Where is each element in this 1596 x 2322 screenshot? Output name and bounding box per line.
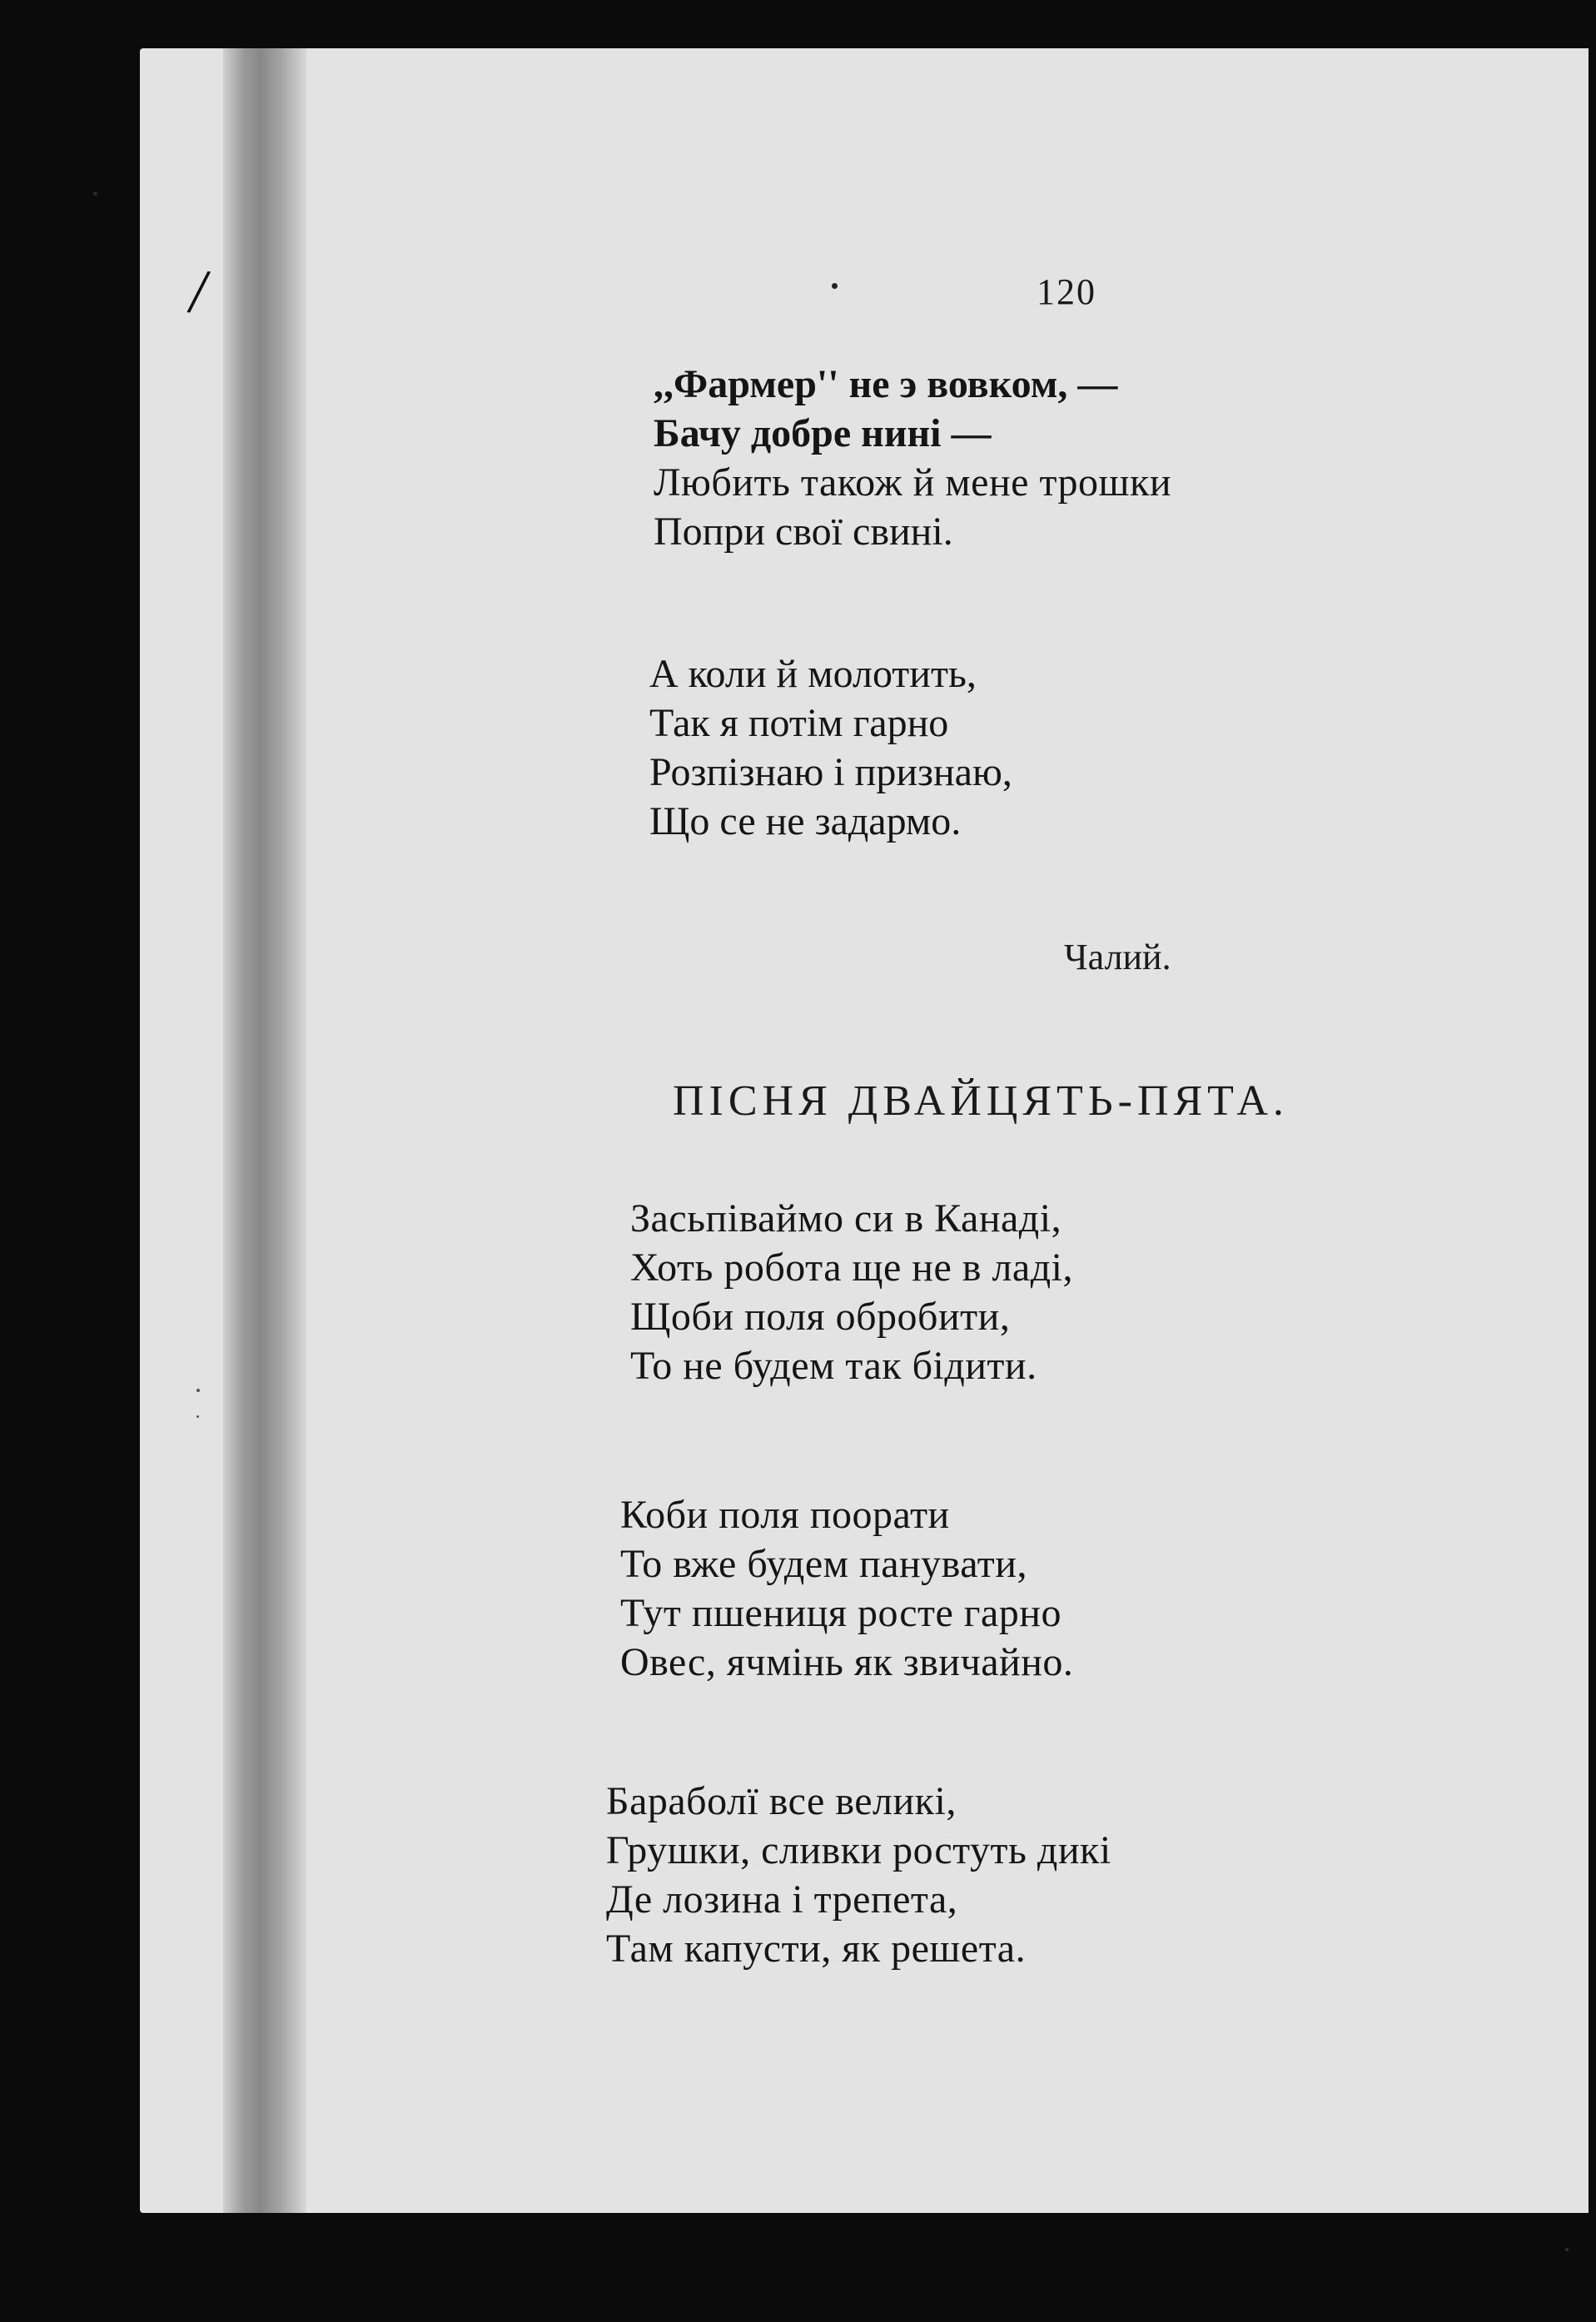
verse-line: ,,Фармер'' не э вовком, — bbox=[654, 362, 1118, 406]
stanza bbox=[620, 1490, 1073, 1687]
print-dot bbox=[832, 283, 838, 289]
book-spine-shadow bbox=[223, 48, 306, 2213]
author-signature: Чалий. bbox=[1064, 937, 1171, 977]
verse-line: Щоби поля обробити, bbox=[630, 1295, 1011, 1339]
stanza bbox=[654, 360, 1171, 556]
verse-line: Тут пшениця росте гарно bbox=[620, 1591, 1062, 1635]
verse-line: Бараболї все великі, bbox=[606, 1779, 957, 1823]
scan-speck bbox=[1565, 2248, 1569, 2251]
verse-line: То вже будем панувати, bbox=[620, 1542, 1027, 1586]
scan-speck bbox=[93, 191, 97, 196]
verse-line: Любить також й мене трошки bbox=[654, 460, 1171, 505]
verse-line: Що се не задармо. bbox=[649, 799, 962, 843]
verse-line: Де лозина і трепета, bbox=[606, 1877, 958, 1922]
margin-handwritten-mark: / bbox=[185, 253, 213, 329]
verse-line: Грушки, сливки ростуть дикі bbox=[606, 1828, 1111, 1872]
section-title: ПІСНЯ ДВАЙЦЯТЬ-ПЯТА. bbox=[673, 1077, 1289, 1125]
page-number: 120 bbox=[1037, 271, 1096, 312]
stanza bbox=[649, 649, 1012, 846]
verse-line: Розпізнаю і признаю, bbox=[649, 750, 1012, 794]
verse-line: Хоть робота ще не в ладі, bbox=[630, 1246, 1073, 1290]
verse-line: Там капусти, як решета. bbox=[606, 1927, 1027, 1971]
verse-line: Засьпіваймо си в Канаді, bbox=[630, 1196, 1062, 1241]
verse-line: Попри свої свині. bbox=[654, 510, 953, 554]
stanza bbox=[606, 1777, 1111, 1973]
verse-line: Бачу добре нині — bbox=[654, 411, 992, 455]
scan-speck bbox=[196, 1415, 199, 1418]
verse-line: Так я потім гарно bbox=[649, 701, 949, 745]
verse-line: Овес, ячмінь як звичайно. bbox=[620, 1640, 1074, 1684]
scan-speck bbox=[196, 1389, 200, 1392]
verse-line: Коби поля поорати bbox=[620, 1493, 950, 1537]
verse-line: То не будем так бідити. bbox=[630, 1344, 1037, 1388]
stanza bbox=[630, 1194, 1073, 1390]
verse-line: А коли й молотить, bbox=[649, 652, 977, 696]
